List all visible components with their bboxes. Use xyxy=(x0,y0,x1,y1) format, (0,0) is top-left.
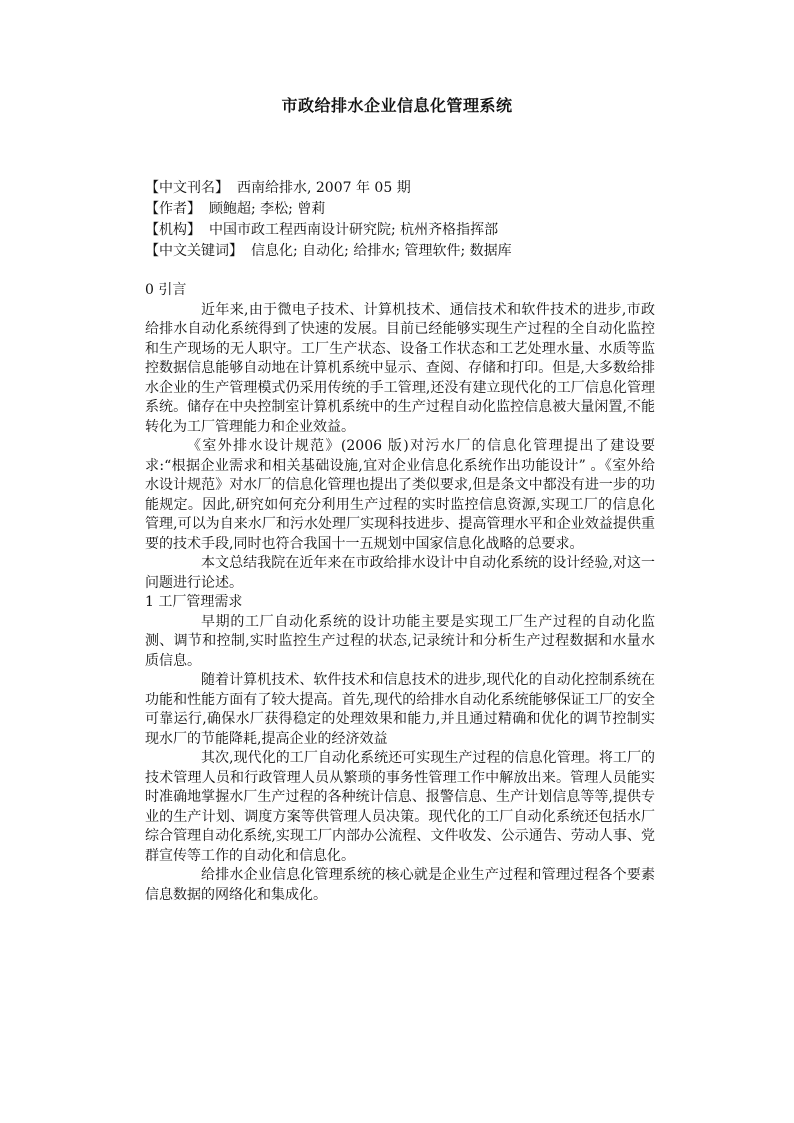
meta-value: 信息化; 自动化; 给排水; 管理软件; 数据库 xyxy=(251,243,512,259)
paragraph: 本文总结我院在近年来在市政给排水设计中自动化系统的设计经验,对这一问题进行论述。 xyxy=(145,555,655,591)
meta-key: 【中文关键词】 xyxy=(145,243,243,259)
meta-value: 顾鲍超; 李松; 曾莉 xyxy=(209,201,326,217)
paragraph: 其次,现代化的工厂自动化系统还可实现生产过程的信息化管理。将工厂的技术管理人员和行政管理人员从繁琐的事务性管理工作中解放出来。管理人员能实时准确地掌握水厂生产过程的各种统计信息、报警信息、生产计划信息等等,提供专业的生产计划、调度方案等供管理人员决策。现代化的工厂自动化系统还包括水厂综合管理自动化系统,实现工厂内部办公流程、文件收发、公示通告、劳动人事、党群宣传等工作的自动化和信息化。 xyxy=(145,750,655,864)
section-heading-introduction: 0 引言 xyxy=(145,282,187,298)
paragraph: 近年来,由于微电子技术、计算机技术、通信技术和软件技术的进步,市政给排水自动化系统得到了快速的发展。目前已经能够实现生产过程的全自动化监控和生产现场的无人职守。工厂生产状态、设备工作状态和工艺处理水量、水质等监控数据信息能够自动地在计算机系统中显示、查阅、存储和打印。但是,大多数给排水企业的生产管理模式仍采用传统的手工管理,还没有建立现代化的工厂信息化管理系统。储存在中央控制室计算机系统中的生产过程自动化监控信息被大量闲置,不能转化为工厂管理能力和企业效益。 xyxy=(145,301,655,435)
article-metadata xyxy=(145,178,665,262)
meta-row-journal xyxy=(145,178,665,199)
paragraph: 早期的工厂自动化系统的设计功能主要是实现工厂生产过程的自动化监测、调节和控制,实时监控生产过程的状态,记录统计和分析生产过程数据和水量水质信息。 xyxy=(145,613,655,669)
meta-value: 西南给排水, 2007 年 05 期 xyxy=(237,180,411,196)
meta-key: 【作者】 xyxy=(145,201,201,217)
paragraph: 随着计算机技术、软件技术和信息技术的进步,现代化的自动化控制系统在功能和性能方面有了较大提高。首先,现代的给排水自动化系统能够保证工厂的安全可靠运行,确保水厂获得稳定的处理效果和能力,并且通过精确和优化的调节控制实现水厂的节能降耗,提高企业的经济效益 xyxy=(145,672,655,747)
article-body xyxy=(145,281,655,905)
meta-row-authors xyxy=(145,199,665,220)
meta-row-keywords xyxy=(145,241,665,262)
meta-value: 中国市政工程西南设计研究院; 杭州齐格指挥部 xyxy=(209,222,499,238)
document-title: 市政给排水企业信息化管理系统 xyxy=(281,96,513,115)
meta-row-institution xyxy=(145,220,665,241)
paragraph: 《室外排水设计规范》(2006 版)对污水厂的信息化管理提出了建设要求:“根据企业需求和相关基础设施,宜对企业信息化系统作出功能设计” 。《室外给水设计规范》对水厂的信息化管理也提出了类似要求,但是条文中都没有进一步的功能规定。因此,研究如何充分利用生产过程的实时监控信息资源,实现工厂的信息化管理,可以为自来水厂和污水处理厂实现科技进步、提高管理水平和企业效益提供重要的技术手段,同时也符合我国十一五规划中国家信息化战略的总要求。 xyxy=(145,438,655,552)
section-heading-factory-management: 1 工厂管理需求 xyxy=(145,594,243,610)
meta-key: 【机构】 xyxy=(145,222,201,238)
meta-key: 【中文刊名】 xyxy=(145,180,229,196)
paragraph: 给排水企业信息化管理系统的核心就是企业生产过程和管理过程各个要素信息数据的网络化和集成化。 xyxy=(145,867,655,903)
